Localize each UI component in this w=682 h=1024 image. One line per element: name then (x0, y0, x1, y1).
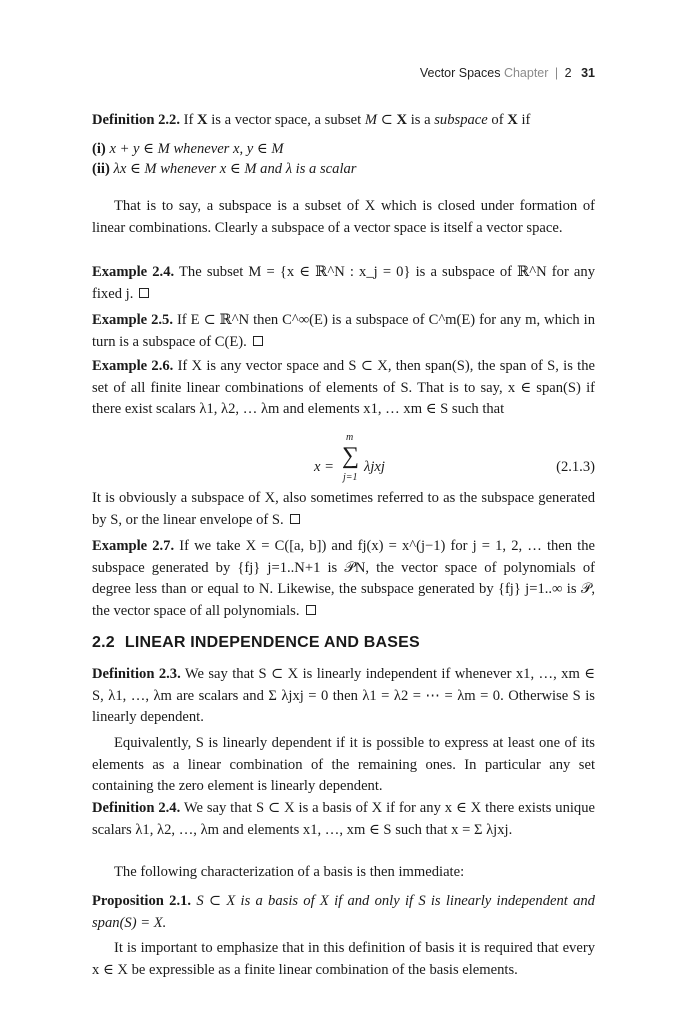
running-header (420, 66, 595, 80)
qed-square (253, 336, 263, 346)
equation-2-1-3 (92, 432, 595, 492)
definition-2-3 (92, 664, 595, 729)
example-2-6 (92, 356, 595, 421)
qed-square (139, 288, 149, 298)
running-title: Vector Spaces (419, 66, 501, 80)
example-label: Example 2.5. (92, 312, 173, 328)
proposition-2-1 (92, 891, 595, 934)
page-number: 31 (581, 66, 595, 80)
example-label: Example 2.7. (92, 538, 175, 554)
example-label: Example 2.6. (92, 358, 174, 374)
chapter-number: 2 (564, 66, 572, 80)
example-text: If X is any vector space and S ⊂ X, then span(S), the span of S, is the set of all finite linear combinations of elements of S. That is to say, x ∈ span(S) if there exist scalars λ1, λ2, … λm and elements x1, … xm ∈ S such that (92, 358, 595, 417)
example-label: Example 2.4. (92, 264, 175, 280)
sum-lower-limit: j=1 (343, 472, 358, 483)
definition-2-2 (92, 110, 595, 132)
qed-square (290, 514, 300, 524)
equation-lhs: x = (314, 459, 334, 475)
paragraph: Equivalently, S is linearly dependent if it is possible to express at least one of its elements as a linear combination of the remaining ones. In particular any set containing the zero element is linearly dependent. (92, 735, 595, 794)
definition-label: Definition 2.2. (92, 112, 180, 128)
summation-symbol: ∑ (342, 443, 360, 469)
qed-square (306, 605, 316, 615)
definition-list (92, 139, 595, 179)
section-title: LINEAR INDEPENDENCE AND BASES (124, 634, 420, 651)
paragraph: The following characterization of a basis is then immediate: (114, 864, 465, 880)
proposition-label: Proposition 2.1. (92, 893, 192, 909)
list-item: (ii) λx ∈ M whenever x ∈ M and λ is a scalar (92, 161, 357, 177)
definition-text: We say that S ⊂ X is a basis of X if for any x ∈ X there exists unique scalars λ1, λ2, …, λm and elements x1, …, xm ∈ S such that x = Σ λjxj. (92, 800, 595, 838)
example-2-5 (92, 310, 595, 353)
proposition-text: S ⊂ X is a basis of X if and only if S is linearly independent and span(S) = X. (92, 893, 595, 931)
definition-2-4 (92, 798, 595, 841)
chapter-label: Chapter (503, 66, 549, 80)
definition-label: Definition 2.3. (92, 666, 181, 682)
paragraph: It is important to emphasize that in this definition of basis it is required that every x ∈ X be expressible as a finite linear combination of the basis elements. (92, 940, 595, 978)
paragraph: It is obviously a subspace of X, also sometimes referred to as the subspace generated by S, or the linear envelope of S. (92, 490, 595, 528)
list-item: (i) x + y ∈ M whenever x, y ∈ M (92, 141, 284, 157)
example-text: If E ⊂ ℝ^N then C^∞(E) is a subspace of C^m(E) for any m, which in turn is a subspace of C(E). (92, 312, 596, 350)
definition-text: We say that S ⊂ X is linearly independent if whenever x1, …, xm ∈ S, λ1, …, λm are scalars and Σ λjxj = 0 then λ1 = λ2 = ⋯ = λm = 0. Otherwise S is linearly dependent. (92, 666, 595, 725)
sum-upper-limit: m (346, 432, 354, 443)
example-text: The subset M = {x ∈ ℝ^N : x_j = 0} is a subspace of ℝ^N for any fixed j. (92, 264, 595, 302)
definition-label: Definition 2.4. (92, 800, 181, 816)
definition-text: If X is a vector space, a subset M ⊂ X is a subspace of X if (183, 112, 531, 128)
example-2-7 (92, 536, 595, 622)
equation-number: (2.1.3) (556, 459, 595, 475)
section-heading (92, 634, 420, 652)
example-2-4 (92, 262, 595, 305)
example-text: If we take X = C([a, b]) and fj(x) = x^(j−1) for j = 1, 2, … then the subspace generated by {fj} j=1..N+1 is 𝒫N, the vector space of polynomials of degree less than or equal to N. Likewise, the subspace generated by {fj} j=1..∞ is 𝒫, the vector space of all polynomials. (92, 538, 596, 619)
paragraph: That is to say, a subspace is a subset of X which is closed under formation of linear combinations. Clearly a subspace of a vector space is itself a vector space. (92, 198, 595, 236)
section-number: 2.2 (92, 634, 115, 651)
header-separator: | (554, 66, 559, 80)
equation-rhs: λjxj (364, 459, 385, 475)
